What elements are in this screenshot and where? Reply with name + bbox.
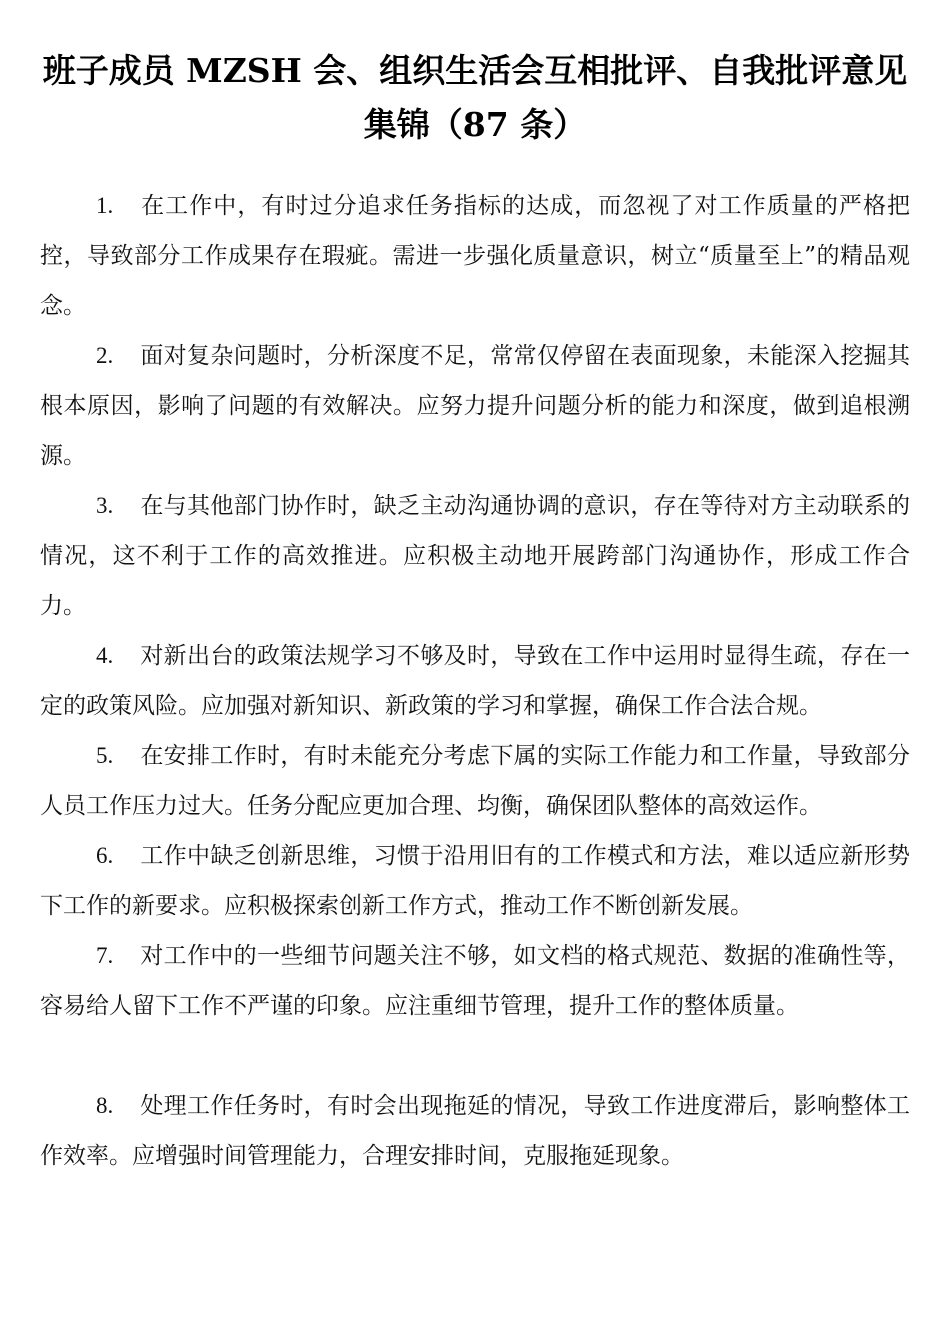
list-item-1 [40,181,910,331]
title-line-1: 班子成员 MZSH 会、组织生活会互相批评、自我批评意见 [42,51,908,90]
list-item-7 [40,931,910,1031]
item-number: 1. [96,193,114,218]
item-text: 在安排工作时，有时未能充分考虑下属的实际工作能力和工作量，导致部分人员工作压力过大。任务分配应更加合理、均衡，确保团队整体的高效运作。 [40,743,910,819]
list-item-3 [40,481,910,631]
list-item-5 [40,731,910,831]
item-number: 7. [96,943,114,968]
list-item-4 [40,631,910,731]
document-title [30,44,920,152]
list-item-2 [40,331,910,481]
title-line-2: 集锦（87 条） [363,105,587,144]
item-number: 3. [96,493,114,518]
item-number: 5. [96,743,114,768]
list-item-8 [40,1081,910,1181]
item-number: 4. [96,643,114,668]
list-item-6 [40,831,910,931]
item-text: 处理工作任务时，有时会出现拖延的情况，导致工作进度滞后，影响整体工作效率。应增强时间管理能力，合理安排时间，克服拖延现象。 [40,1093,910,1169]
item-text: 对工作中的一些细节问题关注不够，如文档的格式规范、数据的准确性等，容易给人留下工作不严谨的印象。应注重细节管理，提升工作的整体质量。 [40,943,910,1019]
item-number: 6. [96,843,114,868]
paragraph-gap [40,1031,910,1081]
item-text: 在与其他部门协作时，缺乏主动沟通协调的意识，存在等待对方主动联系的情况，这不利于工作的高效推进。应积极主动地开展跨部门沟通协作，形成工作合力。 [40,493,910,619]
item-text: 在工作中，有时过分追求任务指标的达成，而忽视了对工作质量的严格把控，导致部分工作成果存在瑕疵。需进一步强化质量意识，树立“质量至上”的精品观念。 [40,193,910,319]
item-number: 2. [96,343,114,368]
item-number: 8. [96,1093,114,1118]
item-text: 面对复杂问题时，分析深度不足，常常仅停留在表面现象，未能深入挖掘其根本原因，影响了问题的有效解决。应努力提升问题分析的能力和深度，做到追根溯源。 [40,343,910,469]
document-body [40,181,910,1181]
item-text: 对新出台的政策法规学习不够及时，导致在工作中运用时显得生疏，存在一定的政策风险。应加强对新知识、新政策的学习和掌握，确保工作合法合规。 [40,643,910,719]
item-text: 工作中缺乏创新思维，习惯于沿用旧有的工作模式和方法，难以适应新形势下工作的新要求。应积极探索创新工作方式，推动工作不断创新发展。 [40,843,910,919]
